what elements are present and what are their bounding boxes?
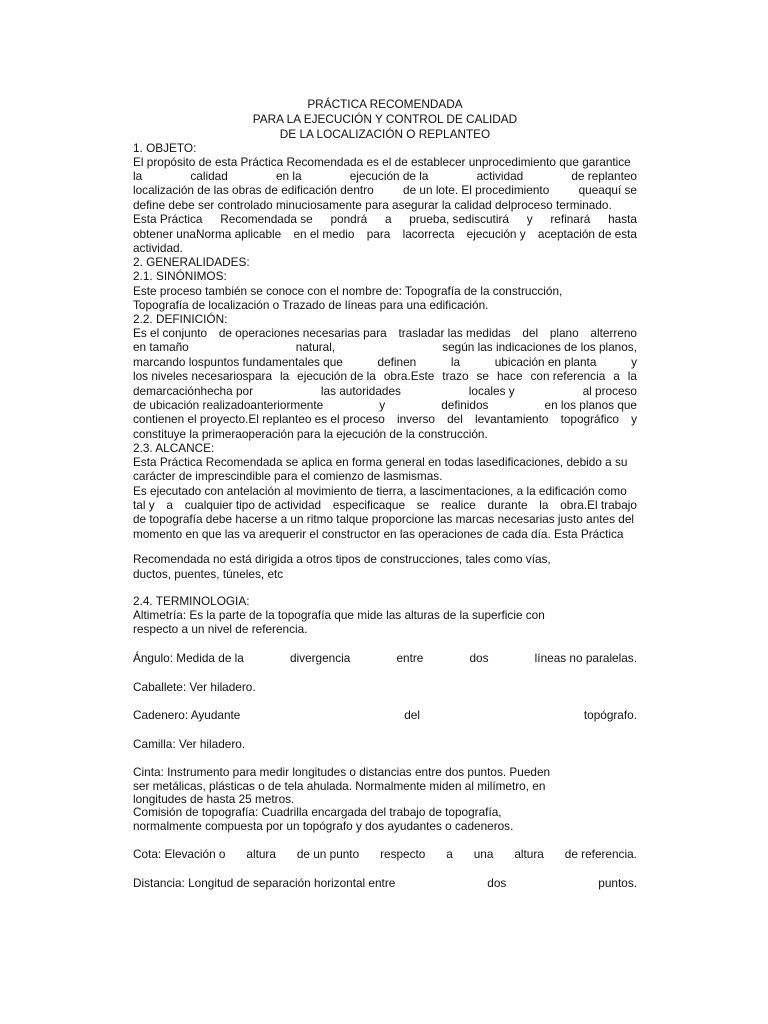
sinonimos-line-1: Este proceso también se conoce con el nombre de: Topografía de la construcción, xyxy=(133,284,563,298)
term-camilla: Camilla: Ver hiladero. xyxy=(133,737,246,751)
definicion-line-3 xyxy=(133,355,637,369)
text-segment: del xyxy=(522,326,539,340)
text-segment: en tamaño xyxy=(133,340,189,354)
objeto-line-6 xyxy=(133,227,637,241)
text-segment: de operaciones necesarias para xyxy=(218,326,387,340)
text-segment: las autoridades xyxy=(320,384,401,398)
text-segment: Ángulo: Medida de la xyxy=(133,651,244,665)
text-segment: trasladar las medidas xyxy=(398,326,511,340)
alcance-line-2: carácter de imprescindible para el comienzo de lasmismas. xyxy=(133,469,443,483)
text-segment: al proceso xyxy=(582,384,637,398)
definicion-line-2 xyxy=(133,340,637,354)
definicion-line-4 xyxy=(133,369,637,383)
text-segment: durante xyxy=(487,498,528,512)
objeto-line-1: El propósito de esta Práctica Recomendada es el de establecer unprocedimiento que garantice xyxy=(133,155,631,169)
alcance-line-3: Es ejecutado con antelación al movimiento de tierra, a lascimentaciones, a la edificación como xyxy=(133,484,627,498)
text-segment: topógrafo. xyxy=(583,708,637,722)
text-segment: ubicación en planta xyxy=(494,355,597,369)
text-segment: a xyxy=(166,498,173,512)
text-segment: altura xyxy=(514,847,544,861)
text-segment: alterreno xyxy=(590,326,637,340)
subheading-terminologia: 2.4. TERMINOLOGIA: xyxy=(133,594,250,608)
alcance-line-4 xyxy=(133,498,637,512)
objeto-line-3 xyxy=(133,183,637,197)
text-segment: del xyxy=(404,708,420,722)
term-caballete: Caballete: Ver hiladero. xyxy=(133,680,256,694)
text-segment: natural, xyxy=(295,340,336,354)
definicion-line-1 xyxy=(133,326,637,340)
text-segment: puntos. xyxy=(598,876,637,890)
text-segment: localización de las obras de edificación dentro xyxy=(133,183,374,197)
text-segment: Cadenero: Ayudante xyxy=(133,708,241,722)
text-segment: los niveles necesariospara xyxy=(133,369,273,383)
text-segment: trazo xyxy=(442,369,469,383)
text-segment: a xyxy=(613,369,620,383)
text-segment: hace xyxy=(496,369,523,383)
sinonimos-line-2: Topografía de localización o Trazado de líneas para una edificación. xyxy=(133,298,489,312)
text-segment: divergencia xyxy=(289,651,351,665)
alcance-line-7: Recomendada no está dirigida a otros tipos de construcciones, tales como vías, xyxy=(133,552,551,566)
text-segment: para xyxy=(366,227,391,241)
text-segment: Es el conjunto xyxy=(133,326,208,340)
text-segment: calidad xyxy=(190,169,228,183)
alcance-line-6: momento en que las va arequerir el constructor en las operaciones de cada día. Esta Práctica xyxy=(133,527,624,541)
text-segment: la xyxy=(539,498,549,512)
text-segment: obtener unaNorma aplicable xyxy=(133,227,282,241)
text-segment: y xyxy=(631,355,637,369)
objeto-line-7: actividad. xyxy=(133,241,183,255)
text-segment: tal y xyxy=(133,498,155,512)
text-segment: Distancia: Longitud de separación horizontal entre xyxy=(133,876,396,890)
text-segment: lacorrecta xyxy=(402,227,455,241)
text-segment: prueba, sediscutirá xyxy=(409,212,509,226)
term-cinta-line-2: ser metálicas, plásticas o de tela ahulada. Normalmente miden al milímetro, en xyxy=(133,779,546,793)
text-segment: a xyxy=(446,847,453,861)
text-segment: realice xyxy=(441,498,476,512)
text-segment: ejecución de la xyxy=(349,169,429,183)
definicion-line-8: constituye la primeraoperación para la ejecución de la construcción. xyxy=(133,427,488,441)
text-segment: a xyxy=(384,212,392,226)
text-segment: en el medio xyxy=(293,227,355,241)
text-segment: cualquier tipo de actividad xyxy=(184,498,322,512)
text-segment: la xyxy=(133,169,143,183)
text-segment: Esta Práctica xyxy=(133,212,203,226)
text-segment: contienen el proyecto.El replanteo es el proceso xyxy=(133,412,385,426)
text-segment: pondrá xyxy=(330,212,368,226)
definicion-line-6 xyxy=(133,398,637,412)
term-cota xyxy=(133,847,637,861)
text-segment: y xyxy=(631,412,637,426)
definicion-line-5 xyxy=(133,384,637,398)
text-segment: en los planos que xyxy=(544,398,637,412)
text-segment: inverso xyxy=(396,412,435,426)
text-segment: Recomendada se xyxy=(220,212,313,226)
text-segment: altura xyxy=(246,847,276,861)
objeto-line-4: define debe ser controlado minuciosamente para asegurar la calidad delproceso terminado. xyxy=(133,198,612,212)
text-segment: con referencia xyxy=(530,369,606,383)
text-segment: obra.Este xyxy=(383,369,435,383)
objeto-line-2 xyxy=(133,169,637,183)
text-segment: una xyxy=(473,847,494,861)
text-segment: marcando lospuntos fundamentales que xyxy=(133,355,343,369)
text-segment: del xyxy=(447,412,463,426)
text-segment: y xyxy=(379,398,386,412)
text-segment: de un lote. El procedimiento xyxy=(403,183,550,197)
title-line-3: DE LA LOCALIZACIÓN O REPLANTEO xyxy=(279,127,491,141)
text-segment: dos xyxy=(487,876,507,890)
section-heading-generalidades: 2. GENERALIDADES: xyxy=(133,255,250,269)
text-segment: definidos xyxy=(441,398,489,412)
text-segment: actividad xyxy=(476,169,524,183)
text-segment: la xyxy=(280,369,290,383)
term-cinta-line-1: Cinta: Instrumento para medir longitudes o distancias entre dos puntos. Pueden xyxy=(133,765,551,779)
alcance-line-5: de topografía debe hacerse a un ritmo talque proporcione las marcas necesarias justo antes del xyxy=(133,512,635,526)
text-segment: entre xyxy=(396,651,424,665)
text-segment: de replanteo xyxy=(571,169,637,183)
altimetria-line-1: Altimetría: Es la parte de la topografía que mide las alturas de la superficie con xyxy=(133,608,545,622)
text-segment: topográfico xyxy=(560,412,619,426)
text-segment: de un punto xyxy=(296,847,360,861)
text-segment: la xyxy=(627,369,637,383)
text-segment: líneas no paralelas. xyxy=(534,651,637,665)
text-segment: dos xyxy=(469,651,489,665)
text-segment: definen xyxy=(377,355,417,369)
text-segment: Cota: Elevación o xyxy=(133,847,226,861)
text-segment: respecto xyxy=(380,847,426,861)
text-segment: levantamiento xyxy=(474,412,549,426)
text-segment: de ubicación realizadoanteriormente xyxy=(133,398,324,412)
text-segment: y xyxy=(526,212,533,226)
term-cinta-line-3: longitudes de hasta 25 metros. xyxy=(133,792,295,806)
term-distancia xyxy=(133,876,637,890)
definicion-line-7 xyxy=(133,412,637,426)
text-segment: en la xyxy=(275,169,302,183)
text-segment: se xyxy=(476,369,489,383)
text-segment: se xyxy=(416,498,430,512)
alcance-line-1: Esta Práctica Recomendada se aplica en forma general en todas lasedificaciones, debido a su xyxy=(133,455,628,469)
title-line-2: PARA LA EJECUCIÓN Y CONTROL DE CALIDAD xyxy=(252,112,518,126)
title-line-1: PRÁCTICA RECOMENDADA xyxy=(307,97,463,111)
term-comision-line-2: normalmente compuesta por un topógrafo y dos ayudantes o cadeneros. xyxy=(133,819,514,833)
term-cadenero xyxy=(133,708,637,722)
text-segment: demarcaciónhecha por xyxy=(133,384,254,398)
text-segment: plano xyxy=(549,326,579,340)
text-segment: refinará xyxy=(550,212,591,226)
text-segment: ejecución y xyxy=(466,227,526,241)
altimetria-line-2: respecto a un nivel de referencia. xyxy=(133,622,308,636)
text-segment: hasta xyxy=(608,212,637,226)
term-angulo xyxy=(133,651,637,665)
text-segment: especificaque xyxy=(332,498,406,512)
section-heading-objeto: 1. OBJETO: xyxy=(133,141,197,155)
term-comision-line-1: Comisión de topografía: Cuadrilla encargada del trabajo de topografía, xyxy=(133,805,502,819)
text-segment: la xyxy=(450,355,461,369)
objeto-line-5 xyxy=(133,212,637,226)
text-segment: locales y xyxy=(468,384,515,398)
subheading-definicion: 2.2. DEFINICIÓN: xyxy=(133,312,228,326)
subheading-alcance: 2.3. ALCANCE: xyxy=(133,441,215,455)
alcance-line-8: ductos, puentes, túneles, etc xyxy=(133,567,284,581)
text-segment: queaquí se xyxy=(578,183,637,197)
text-segment: de referencia. xyxy=(564,847,637,861)
text-segment: obra.El trabajo xyxy=(560,498,637,512)
text-segment: ejecución de la xyxy=(297,369,376,383)
subheading-sinonimos: 2.1. SINÓNIMOS: xyxy=(133,269,227,283)
text-segment: aceptación de esta xyxy=(537,227,637,241)
text-segment: según las indicaciones de los planos, xyxy=(442,340,637,354)
